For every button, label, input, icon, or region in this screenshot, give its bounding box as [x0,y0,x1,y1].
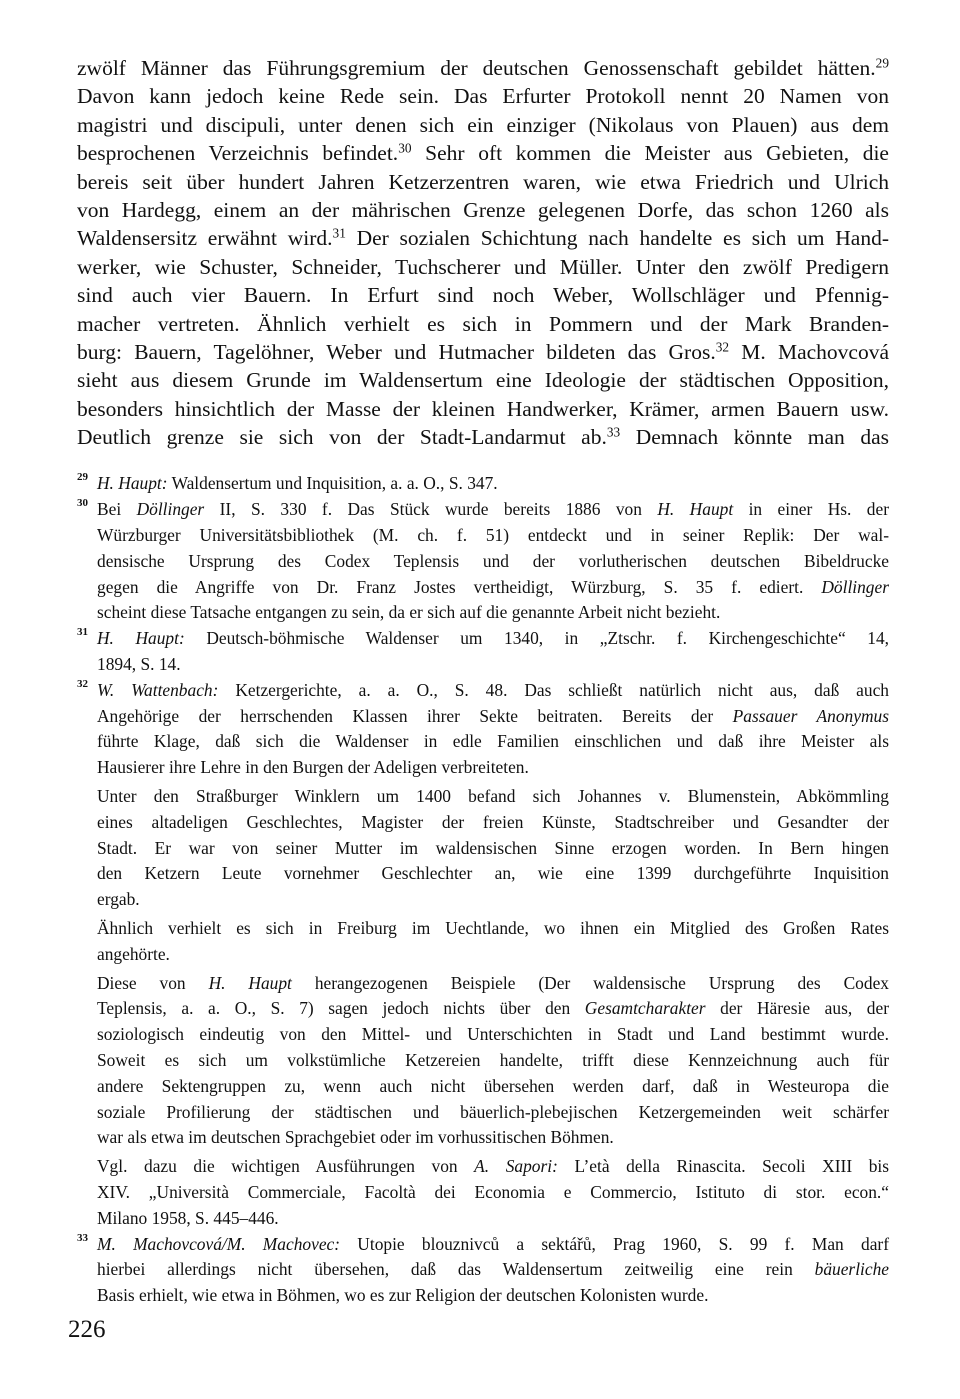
footnote-paragraph [97,916,889,968]
body-line [77,139,889,167]
body-line: von Hardegg, einem an der mährischen Grenze gelegenen Dorfe, das schon 1260 als [77,197,889,222]
footnote-number: 29 [77,471,88,484]
text-run: hierbei allerdings nicht übersehen, daß das Waldensertum zeitweilig eine rein [97,1259,815,1280]
text-run: der Häresie aus, der [705,998,889,1019]
footnote-number: 32 [77,677,88,690]
text-run: Teplensis, a. a. O., S. 7) sagen jedoch nichts über den [97,998,585,1019]
footnote-line: Würzburger Universitätsbibliothek (M. ch. f. 51) entdeckt und in seiner Replik: Der wal- [97,525,889,546]
footnote-line [97,704,889,730]
body-line [77,54,889,82]
text-run: Demnach könnte man das [620,425,889,450]
body-text [77,54,889,451]
text-run: Angehörige der herrschenden Klassen ihrer Sekte beitraten. Bereits der [97,705,733,726]
footnote-line: andere Sektengruppen zu, wenn auch nicht übersehen werden darf, daß in Westeuropa die [97,1075,889,1096]
footnote-ref[interactable]: 32 [715,339,730,355]
footnote-ref[interactable]: 29 [875,55,889,71]
footnote-line [97,626,889,652]
footnote-line [97,971,889,997]
text-run: besprochenen Verzeichnis befindet. [77,141,399,166]
footnote-author: M. Machovcová/M. Machovec: [97,1233,341,1254]
footnote-number: 30 [77,497,88,510]
text-run: Utopie blouznivců a sektářů, Prag 1960, S. 99 f. Man darf [340,1233,889,1254]
footnote-number: 33 [77,1231,88,1244]
footnote-line: scheint diese Tatsache entgangen zu sein, da er sich auf die genannte Arbeit nicht bezieht. [97,602,721,623]
text-run: Waldensersitz erwähnt wird. [77,226,333,251]
text-run: Bei [97,499,137,520]
footnote-line [97,497,889,523]
footnote-line: angehörte. [97,943,170,964]
text-run: herangezogenen Beispiele (Der waldensische Ursprung des Codex [291,972,889,993]
footnote-line: soziologisch eindeutig von den Mittel- und Unterschichten in Stadt und Land bestimmt wurde. [97,1024,889,1045]
footnote-line: Ähnlich verhielt es sich in Freiburg im Uechtlande, wo ihnen ein Mitglied des Großen Rates [97,918,889,939]
text-run: Deutsch-böhmische Waldenser um 1340, in „Ztschr. f. Kirchengeschichte“ 14, [184,628,889,649]
footnote-line: soziale Profilierung der städtischen und bäuerlich-plebejischen Ketzergemeinden weit schärfer [97,1101,889,1122]
footnote-ref[interactable]: 33 [606,424,621,440]
text-run: gegen die Angriffe von Dr. Franz Jostes vertheidigt, Würzburg, S. 35 f. ediert. [97,576,822,597]
footnote-29 [77,471,889,497]
footnote-line [97,1232,889,1258]
body-line: bereis seit über hundert Jahren Ketzerzentren waren, wie etwa Friedrich und Ulrich [77,169,889,194]
footnote-line [97,678,889,704]
footnote-line: Unter den Straßburger Winklern um 1400 befand sich Johannes v. Blumenstein, Abkömmling [97,786,889,807]
body-line [77,224,889,252]
text-run: L’età della Rinascita. Secoli XIII bis [557,1156,889,1177]
footnote-author: H. Haupt [208,972,292,993]
footnote-number: 31 [77,626,88,639]
footnote-author: Passauer Anonymus [732,705,889,726]
text-run: M. Machovcová [729,339,890,364]
footnote-33 [77,1232,889,1309]
text-run: Sehr oft kommen die Meister aus Gebieten, die [411,141,889,166]
footnote-author: H. Haupt: [97,628,185,649]
footnote-30 [77,497,889,626]
footnote-paragraph [97,1154,889,1231]
body-line: besonders hinsichtlich der Masse der kleinen Handwerker, Krämer, armen Bauern usw. [77,396,889,421]
text-run: Diese von [97,972,209,993]
body-line [77,423,889,451]
page-number: 226 [68,1316,106,1343]
footnote-line: Soweit es sich um volkstümliche Ketzereien handelte, trifft diese Kennzeichnung auch für [97,1050,889,1070]
footnote-line: den Ketzern Leute vornehmer Geschlechter an, wie eine 1399 durchgeführte Inquisition [97,863,889,884]
text-run: Vgl. dazu die wichtigen Ausführungen von [97,1156,475,1177]
body-line: sind auch vier Bauern. In Erfurt sind noch Weber, Wollschläger und Pfennig- [77,283,889,308]
footnote-ref[interactable]: 31 [332,226,346,242]
footnote-author: H. Haupt [657,499,734,520]
text-run: Deutlich grenze sie sich von der Stadt-Landarmut ab. [77,425,607,450]
footnote-line [97,996,889,1022]
footnote-line: Hausierer ihre Lehre in den Burgen der Adeligen verbreiteten. [97,757,529,778]
footnote-line: XIV. „Università Commerciale, Facoltà dei Economia e Commercio, Istituto di stor. econ.“ [97,1181,889,1202]
footnote-line: eines altadeligen Geschlechtes, Magister der freien Künste, Stadtschreiber und Gesandter der [97,811,889,832]
text-run: burg: Bauern, Tagelöhner, Weber und Hutmacher bildeten das Gros. [77,339,716,364]
footnote-line: Stadt. Er war von seiner Mutter im waldensischen Sinne erzogen worden. In Bern hingen [97,837,889,858]
body-line: magistri und discipuli, unter denen sich ein einziger (Nikolaus von Plauen) aus dem [77,112,889,137]
footnote-line: war als etwa im deutschen Sprachgebiet oder im vorhussitischen Böhmen. [97,1127,614,1148]
text-run: in einer Hs. der [733,499,890,520]
body-line [77,338,889,366]
text-run: Ketzergerichte, a. a. O., S. 48. Das schließt natürlich nicht aus, daß auch [218,679,890,700]
footnotes [77,471,889,1309]
body-line: sieht aus diesem Grunde im Waldensertum eine Ideologie der städtischen Opposition, [77,368,889,393]
footnote-paragraph [97,971,889,1152]
text-run: Der sozialen Schichtung nach handelte es sich um Hand- [345,226,889,251]
body-line: werker, wie Schuster, Schneider, Tuchscherer und Müller. Unter den zwölf Predigern [77,254,889,279]
footnote-line: 1894, S. 14. [97,654,181,675]
footnote-author: W. Wattenbach: [97,679,219,700]
footnote-line: densische Ursprung des Codex Teplensis und der vorlutherischen deutschen Bibeldrucke [97,550,889,571]
footnote-paragraph [97,784,889,913]
footnote-ref[interactable]: 30 [398,140,412,156]
footnote-author: H. Haupt: [97,473,168,494]
text-run: Waldensertum und Inquisition, a. a. O., S. 347. [167,473,498,494]
footnote-author: A. Sapori: [474,1156,558,1177]
emphasis: bäuerliche [814,1259,889,1280]
footnote-line [97,471,889,497]
footnote-line: Basis erhielt, wie etwa in Böhmen, wo es zur Religion der deutschen Kolonisten wurde. [97,1285,709,1306]
footnote-author: Döllinger [821,576,889,597]
footnote-32 [77,678,889,1232]
page-content [77,54,889,1309]
footnote-line [97,1257,889,1283]
text-run: zwölf Männer das Führungsgremium der deutschen Genossenschaft gebildet hätten. [77,56,876,80]
emphasis: Gesamtcharakter [584,998,706,1019]
footnote-line [97,575,889,601]
footnote-line: ergab. [97,889,140,910]
footnote-line [97,1154,889,1180]
body-line: Davon kann jedoch keine Rede sein. Das Erfurter Protokoll nennt 20 Namen von [77,84,889,109]
footnote-line: führte Klage, daß sich die Waldenser in edle Familien einschlichen und daß ihre Meister als [97,731,889,752]
body-line: macher vertreten. Ähnlich verhielt es sich in Pommern und der Mark Branden- [77,311,889,336]
footnote-author: Döllinger [136,499,205,520]
footnote-31 [77,626,889,678]
text-run: II, S. 330 f. Das Stück wurde bereits 1886 von [204,499,658,520]
footnote-line: Milano 1958, S. 445–446. [97,1207,279,1228]
